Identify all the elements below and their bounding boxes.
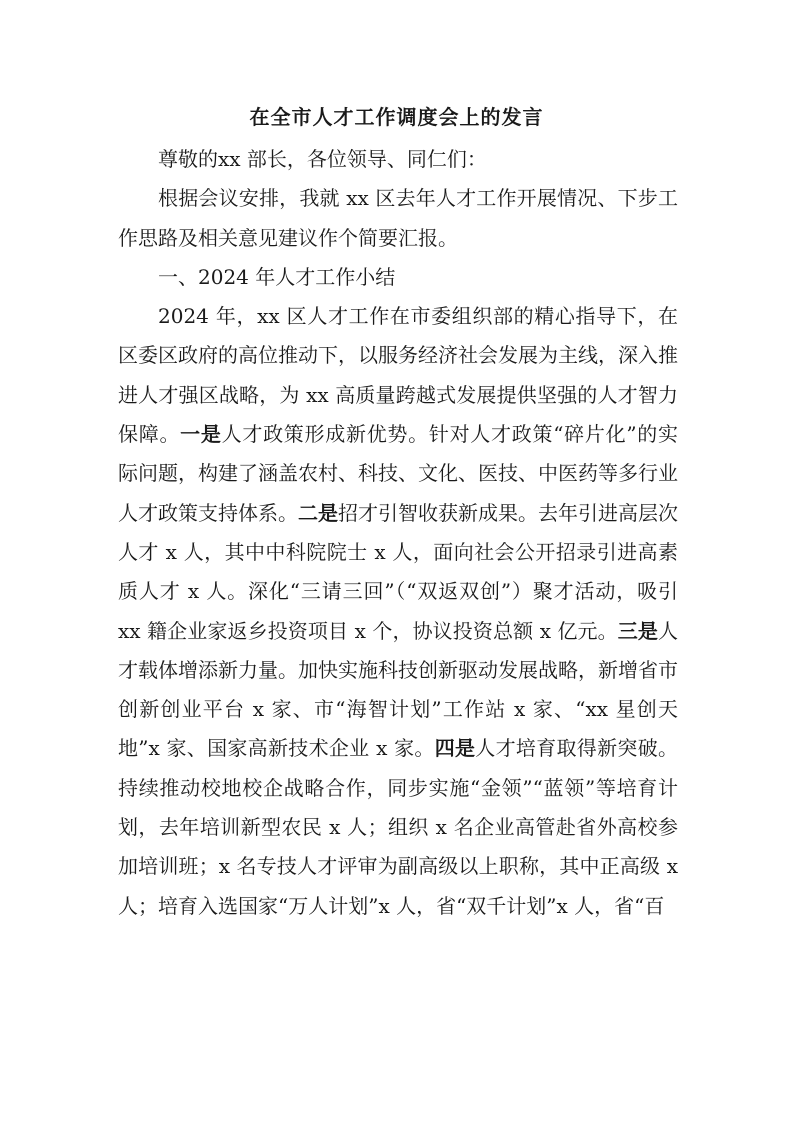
point-text-4: 人才培育取得新突破。持续推动校地校企战略合作，同步实施“金领”“蓝领”等培育计划，去年培训新型农民 x 人；组织 x 名企业高管赴省外高校参加培训班；x 名专技人才评审为副高级以上职称，其中正高级 x 人；培育入选国家“万人计划”x 人，省“双千计划”x 人，省“百 (118, 736, 679, 918)
section-heading: 一、2024 年人才工作小结 (158, 264, 396, 289)
salutation: 尊敬的xx 部长，各位领导、同仁们： (158, 147, 487, 171)
point-marker-4: 四是 (434, 736, 476, 761)
point-marker-2: 二是 (298, 500, 338, 525)
document-title: 在全市人才工作调度会上的发言 (249, 105, 544, 129)
intro-paragraph: 根据会议安排，我就 xx 区去年人才工作开展情况、下步工作思路及相关意见建议作个简要汇报。 (118, 186, 678, 250)
point-text-3: 人才载体增添新力量。加快实施科技创新驱动发展战略，新增省市创新创业平台 x 家、市“海智计划”工作站 x 家、“xx 星创天地”x 家、国家高新技术企业 x 家。 (118, 618, 679, 761)
point-marker-3: 三是 (617, 618, 659, 643)
document-body (118, 140, 678, 926)
point-text-2: 招才引智收获新成果。去年引进高层次人才 x 人，其中中科院院士 x 人，面向社会公开招录引进高素质人才 x 人。深化“三请三回”（“双返双创”）聚才活动，吸引 xx 籍企业家返乡投资项目 x 个，协议投资总额 x 亿元。 (118, 500, 678, 643)
point-text-1: 人才政策形成新优势。针对人才政策“碎片化”的实际问题，构建了涵盖农村、科技、文化、医技、中医药等多行业人才政策支持体系。 (118, 422, 679, 525)
paragraph-lead: 2024 年，xx 区人才工作在市委组织部的精心指导下，在区委区政府的高位推动下，以服务经济社会发展为主线，深入推进人才强区战略，为 xx 高质量跨越式发展提供坚强的人才智力保障。 (118, 304, 678, 447)
summary-paragraph (118, 297, 678, 926)
point-marker-1: 一是 (180, 422, 222, 447)
